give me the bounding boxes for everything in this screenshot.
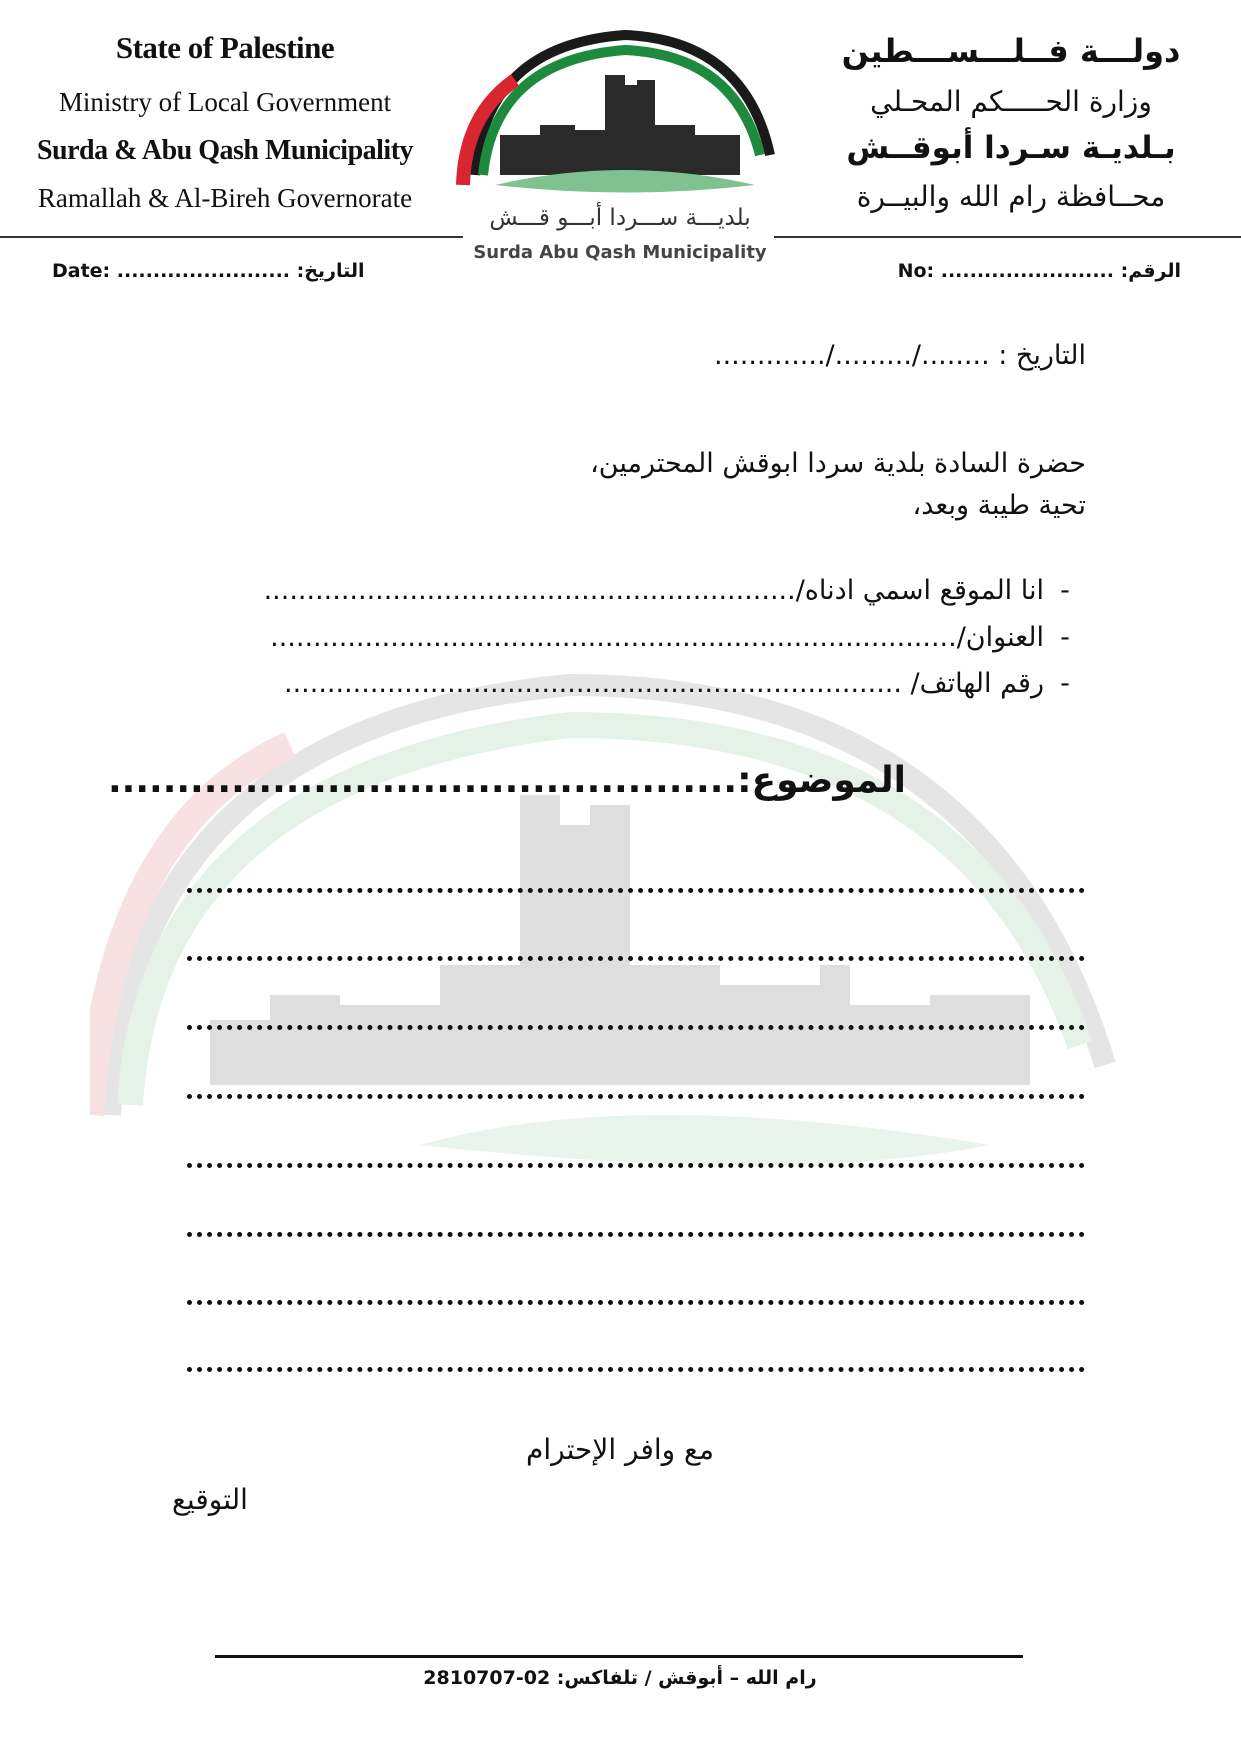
signature-label: التوقيع (172, 1483, 248, 1516)
form-item-address (270, 622, 1086, 653)
logo-text-ar: بلديـــة ســـردا أبـــو قـــش (489, 205, 751, 231)
dotted-writing-line (187, 1025, 1085, 1030)
closing-regards: مع وافر الإحترام (526, 1433, 714, 1466)
greeting-salutation: تحية طيبة وبعد، (912, 490, 1086, 521)
item-text: انا الموقع اسمي ادناه/.............................................................. (263, 575, 1044, 606)
header-municipality-en: Surda & Abu Qash Municipality (36, 135, 414, 166)
header-governorate-en: Ramallah & Al-Bireh Governorate (37, 183, 413, 213)
dotted-writing-line (187, 1232, 1085, 1237)
letter-date: التاريخ : ......../........./............. (713, 340, 1086, 371)
item-text: العنوان/................................................................................ (270, 622, 1044, 653)
header-divider-right (774, 236, 1241, 238)
item-dash: - (1060, 575, 1070, 606)
dotted-writing-line (187, 1367, 1085, 1372)
footer-divider (215, 1655, 1023, 1658)
item-text: رقم الهاتف/ ........................................................................ (284, 668, 1044, 699)
header-state-ar: دولـــة فــلـــســـطين (841, 32, 1181, 70)
footer-contact: رام الله – أبوقش / تلفاكس: 02-2810707 (423, 1667, 817, 1689)
item-dash: - (1060, 668, 1070, 699)
header-municipality-ar: بـلديـة سـردا أبوقــش (846, 130, 1176, 166)
dotted-writing-line (187, 1163, 1085, 1168)
form-item-phone (284, 668, 1086, 699)
municipality-logo (455, 25, 785, 205)
form-item-name (264, 575, 1086, 606)
header-divider-left (0, 236, 463, 238)
dotted-writing-line (187, 1094, 1085, 1099)
dotted-writing-line (187, 956, 1085, 961)
header-governorate-ar: محــافظة رام الله والبيــرة (856, 180, 1166, 213)
header-state-en: State of Palestine (115, 30, 335, 65)
header-ministry-ar: وزارة الحـــــكم المحـلي (870, 85, 1152, 118)
date-field: Date: ........................ :التاريخ (52, 260, 365, 282)
greeting-recipient: حضرة السادة بلدية سردا ابوقش المحترمين، (590, 448, 1086, 479)
item-dash: - (1060, 622, 1070, 653)
reference-number-field: No: ........................ :الرقم (897, 260, 1181, 282)
dotted-writing-line (187, 1300, 1085, 1305)
header-ministry-en: Ministry of Local Government (58, 87, 392, 117)
dotted-writing-line (187, 888, 1085, 893)
subject-line: الموضوع:.............................................. (108, 760, 906, 801)
logo-text-en: Surda Abu Qash Municipality (473, 242, 767, 263)
